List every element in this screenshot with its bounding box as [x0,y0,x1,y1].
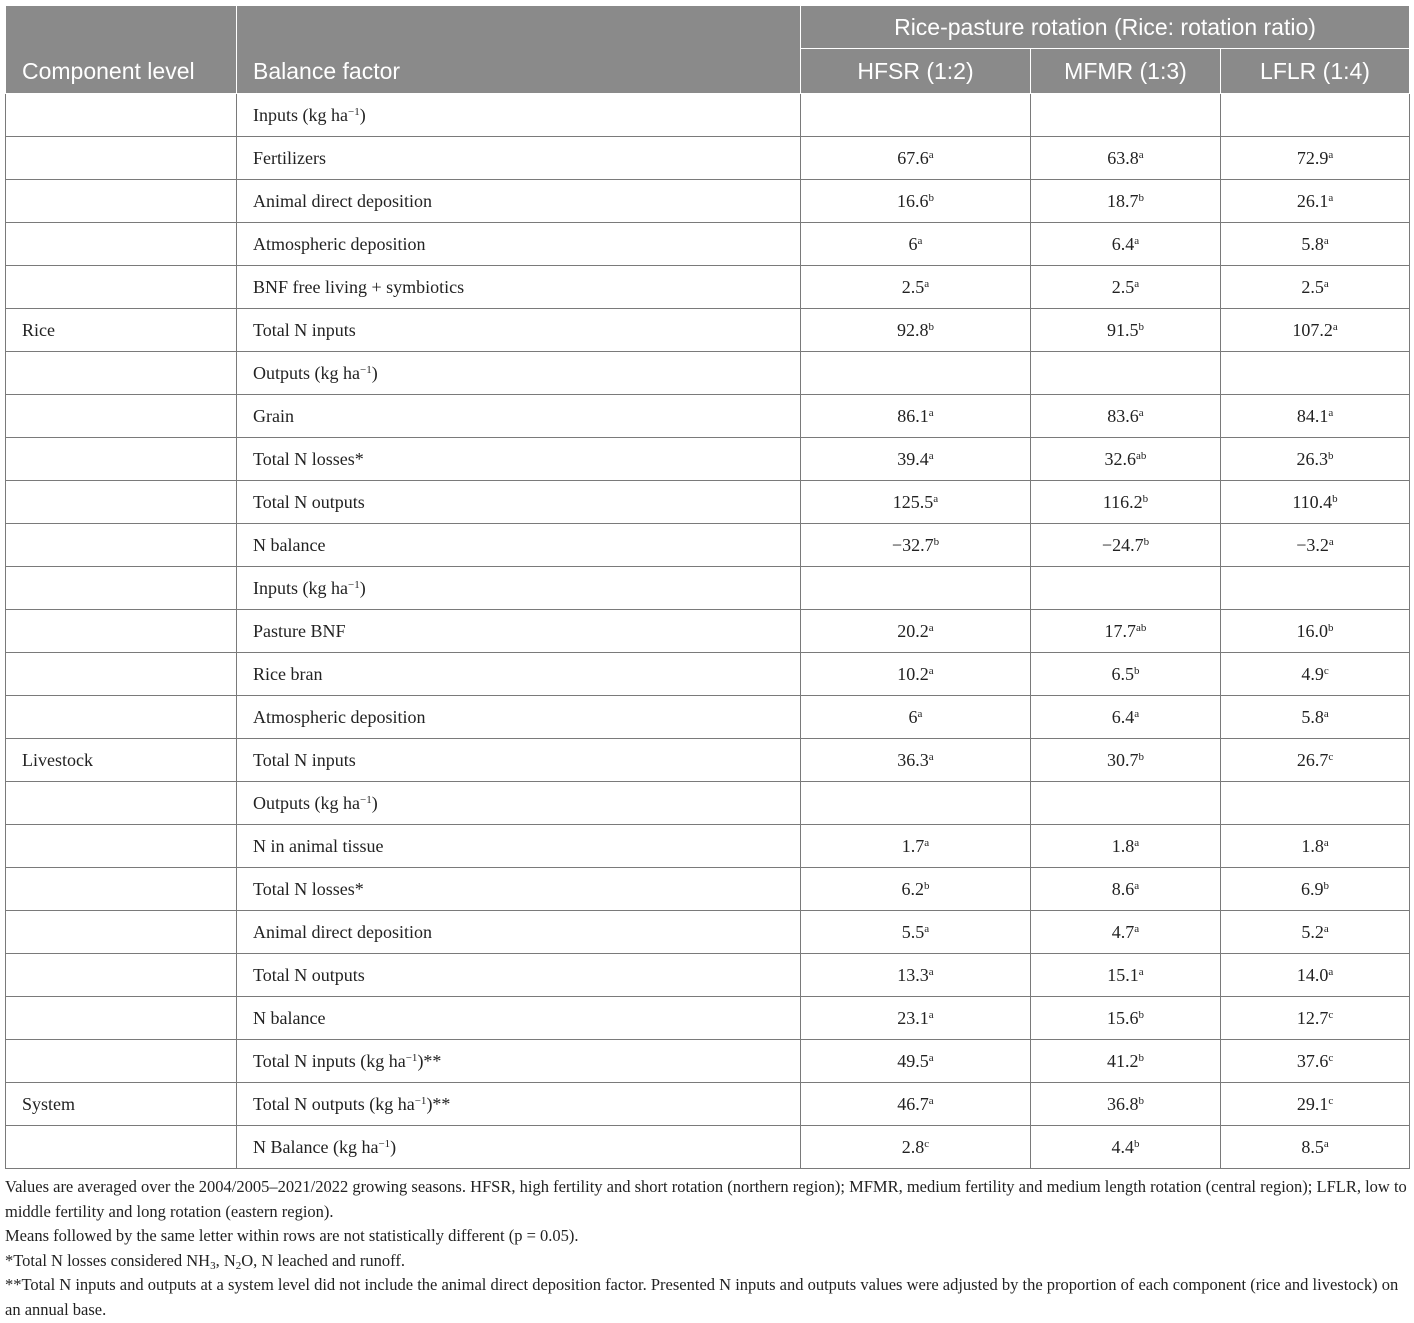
value-cell: 41.2$^b$ [1031,1040,1221,1083]
value-cell: 72.9$^a$ [1221,137,1410,180]
value-cell: 4.7$^a$ [1031,911,1221,954]
component-cell [6,438,237,481]
value-cell: 2.5$^a$ [801,266,1031,309]
component-cell [6,1126,237,1169]
value-cell [801,94,1031,137]
component-cell: Livestock [6,739,237,782]
balance-factor-cell: Total N losses* [237,438,801,481]
table-row [6,1040,1410,1083]
component-cell [6,696,237,739]
value-cell: 67.6$^a$ [801,137,1031,180]
table-row [6,223,1410,266]
nitrogen-balance-table [5,5,1410,1169]
balance-factor-cell: Rice bran [237,653,801,696]
value-cell: 10.2$^a$ [801,653,1031,696]
component-cell [6,524,237,567]
table-row [6,137,1410,180]
value-cell: 26.1$^a$ [1221,180,1410,223]
balance-factor-cell: Inputs (kg $ha^{-1}$) [237,94,801,137]
component-cell [6,481,237,524]
value-cell: 8.5$^a$ [1221,1126,1410,1169]
value-cell: 110.4$^b$ [1221,481,1410,524]
balance-factor-cell: Atmospheric deposition [237,223,801,266]
value-cell: 4.9$^c$ [1221,653,1410,696]
component-cell [6,352,237,395]
value-cell: 18.7$^b$ [1031,180,1221,223]
component-cell [6,868,237,911]
table-row [6,739,1410,782]
value-cell: 6.4$^a$ [1031,696,1221,739]
table-row [6,1126,1410,1169]
balance-factor-cell: BNF free living + symbiotics [237,266,801,309]
value-cell: 5.8$^a$ [1221,696,1410,739]
component-cell [6,653,237,696]
component-cell [6,137,237,180]
table-row [6,868,1410,911]
component-cell [6,825,237,868]
value-cell: −3.2$^a$ [1221,524,1410,567]
value-cell: 6.4$^a$ [1031,223,1221,266]
value-cell: 37.6$^c$ [1221,1040,1410,1083]
value-cell: 12.7$^c$ [1221,997,1410,1040]
component-cell [6,266,237,309]
value-cell: 8.6$^a$ [1031,868,1221,911]
value-cell: 83.6$^a$ [1031,395,1221,438]
value-cell: 26.7$^c$ [1221,739,1410,782]
value-cell: 32.6$^{ab}$ [1031,438,1221,481]
header-col-lflr: LFLR (1:4) [1221,49,1410,94]
table-row [6,567,1410,610]
value-cell [1221,94,1410,137]
value-cell: 2.8$^c$ [801,1126,1031,1169]
balance-factor-cell: Fertilizers [237,137,801,180]
balance-factor-cell: Outputs (kg $ha^{-1}$) [237,352,801,395]
value-cell: 23.1$^a$ [801,997,1031,1040]
value-cell: 5.2$^a$ [1221,911,1410,954]
value-cell: 6.5$^b$ [1031,653,1221,696]
balance-factor-cell: N balance [237,524,801,567]
table-body [6,94,1410,1169]
table-row [6,610,1410,653]
footnote-losses: *Total N losses considered $NH_3$, $N_2O$, N leached and runoff. [5,1250,405,1272]
header-col-mfmr: MFMR (1:3) [1031,49,1221,94]
value-cell: −32.7$^b$ [801,524,1031,567]
value-cell: 6$^a$ [801,696,1031,739]
value-cell: 1.8$^a$ [1031,825,1221,868]
value-cell: 4.4$^b$ [1031,1126,1221,1169]
component-cell [6,610,237,653]
component-cell: System [6,1083,237,1126]
table-row [6,653,1410,696]
balance-factor-cell: N Balance (kg $ha^{-1}$) [237,1126,801,1169]
value-cell: 36.3$^a$ [801,739,1031,782]
value-cell: 36.8$^b$ [1031,1083,1221,1126]
value-cell: 39.4$^a$ [801,438,1031,481]
table-row [6,1083,1410,1126]
value-cell: 92.8$^b$ [801,309,1031,352]
value-cell: 6.9$^b$ [1221,868,1410,911]
value-cell: 49.5$^a$ [801,1040,1031,1083]
table-row [6,825,1410,868]
value-cell [1221,782,1410,825]
value-cell: 20.2$^a$ [801,610,1031,653]
balance-factor-cell: Total N outputs [237,481,801,524]
value-cell: 2.5$^a$ [1221,266,1410,309]
value-cell: 16.6$^b$ [801,180,1031,223]
value-cell: 6.2$^b$ [801,868,1031,911]
balance-factor-cell: Outputs (kg $ha^{-1}$) [237,782,801,825]
value-cell: 84.1$^a$ [1221,395,1410,438]
value-cell [1221,352,1410,395]
header-rotation-group: Rice-pasture rotation (Rice: rotation ratio) [801,6,1410,49]
value-cell: 125.5$^a$ [801,481,1031,524]
balance-factor-cell: Inputs (kg $ha^{-1}$) [237,567,801,610]
component-cell [6,911,237,954]
header-balance-factor: Balance factor [237,6,801,94]
value-cell: 63.8$^a$ [1031,137,1221,180]
table-row [6,395,1410,438]
value-cell: 14.0$^a$ [1221,954,1410,997]
component-cell: Rice [6,309,237,352]
balance-factor-cell: N in animal tissue [237,825,801,868]
value-cell: 15.1$^a$ [1031,954,1221,997]
balance-factor-cell: Grain [237,395,801,438]
footnote-values: Values are averaged over the 2004/2005–2021/2022 growing seasons. HFSR, high fertility and short rotation (northern region); MFMR, medium fertility and medium length rotation (central region); LFLR, low to middle fertility and long rotation (eastern region). [5,1177,1407,1221]
value-cell: 86.1$^a$ [801,395,1031,438]
table-row [6,481,1410,524]
header-component-level: Component level [6,6,237,94]
table-row [6,696,1410,739]
component-cell [6,567,237,610]
balance-factor-cell: Total N outputs [237,954,801,997]
component-cell [6,954,237,997]
value-cell: −24.7$^b$ [1031,524,1221,567]
footnote-system: **Total N inputs and outputs at a system level did not include the animal direct deposition factor. Presented N inputs and outputs values were adjusted by the proportion of each component (rice and livestock) on an annual base. [5,1275,1399,1319]
table-container [5,5,1409,1322]
table-row [6,309,1410,352]
value-cell: 5.8$^a$ [1221,223,1410,266]
value-cell: 2.5$^a$ [1031,266,1221,309]
balance-factor-cell: Pasture BNF [237,610,801,653]
value-cell: 6$^a$ [801,223,1031,266]
balance-factor-cell: Total N outputs (kg $ha^{-1})**$ [237,1083,801,1126]
balance-factor-cell: Total N inputs [237,739,801,782]
value-cell [801,567,1031,610]
value-cell [1031,782,1221,825]
value-cell: 26.3$^b$ [1221,438,1410,481]
table-row [6,911,1410,954]
balance-factor-cell: Animal direct deposition [237,180,801,223]
component-cell [6,1040,237,1083]
value-cell [1031,567,1221,610]
component-cell [6,395,237,438]
value-cell: 5.5$^a$ [801,911,1031,954]
table-row [6,180,1410,223]
table-row [6,997,1410,1040]
value-cell [1031,94,1221,137]
table-row [6,782,1410,825]
component-cell [6,94,237,137]
balance-factor-cell: Total N inputs [237,309,801,352]
value-cell [1221,567,1410,610]
table-footnotes [5,1175,1409,1322]
balance-factor-cell: Total N losses* [237,868,801,911]
component-cell [6,223,237,266]
table-row [6,438,1410,481]
balance-factor-cell: Total N inputs (kg $ha^{-1})**$ [237,1040,801,1083]
value-cell [1031,352,1221,395]
header-col-hfsr: HFSR (1:2) [801,49,1031,94]
value-cell: 1.8$^a$ [1221,825,1410,868]
value-cell: 29.1$^c$ [1221,1083,1410,1126]
value-cell [801,352,1031,395]
balance-factor-cell: Atmospheric deposition [237,696,801,739]
value-cell: 17.7$^{ab}$ [1031,610,1221,653]
component-cell [6,997,237,1040]
footnote-means: Means followed by the same letter within rows are not statistically different (p = 0.05). [5,1226,579,1245]
table-row [6,266,1410,309]
table-row [6,954,1410,997]
value-cell: 46.7$^a$ [801,1083,1031,1126]
value-cell: 13.3$^a$ [801,954,1031,997]
value-cell: 116.2$^b$ [1031,481,1221,524]
table-row [6,352,1410,395]
value-cell: 16.0$^b$ [1221,610,1410,653]
component-cell [6,782,237,825]
value-cell: 107.2$^a$ [1221,309,1410,352]
value-cell: 1.7$^a$ [801,825,1031,868]
value-cell: 15.6$^b$ [1031,997,1221,1040]
table-row [6,524,1410,567]
value-cell: 30.7$^b$ [1031,739,1221,782]
table-row [6,94,1410,137]
value-cell: 91.5$^b$ [1031,309,1221,352]
value-cell [801,782,1031,825]
component-cell [6,180,237,223]
balance-factor-cell: Animal direct deposition [237,911,801,954]
balance-factor-cell: N balance [237,997,801,1040]
